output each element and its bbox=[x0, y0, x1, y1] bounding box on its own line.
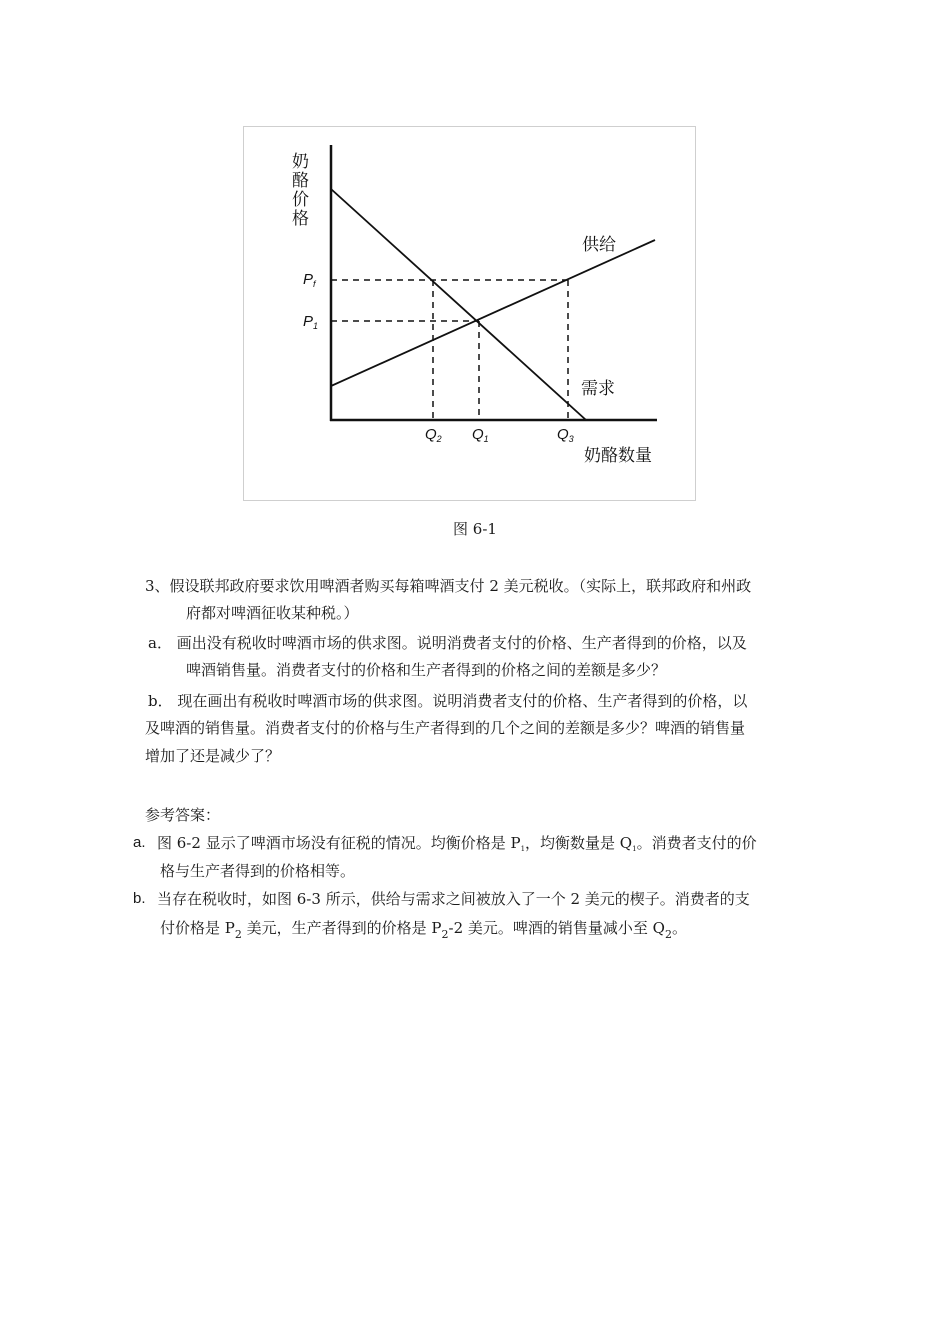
demand-label: 需求 bbox=[581, 379, 615, 399]
x-axis-label: 奶酪数量 bbox=[584, 446, 652, 466]
answer-b-line-2: 付价格是 $P_2$ 美元，生产者得到的价格是 $P_2-2$ 美元。啤酒的销售量减小至 $Q_2$。 bbox=[160, 919, 687, 941]
question-stem-line-1: 3、假设联邦政府要求饮用啤酒者购买每箱啤酒支付 2 美元税收。（实际上，联邦政府和州政 bbox=[145, 577, 752, 595]
supply-label: 供给 bbox=[582, 235, 616, 255]
question-b-line-3: 增加了还是减少了？ bbox=[145, 747, 281, 765]
supply-demand-diagram bbox=[244, 127, 697, 502]
question-b-line-2: 及啤酒的销售量。消费者支付的价格与生产者得到的几个之间的差额是多少？啤酒的销售量 bbox=[145, 719, 746, 737]
demand-curve bbox=[331, 189, 586, 420]
y-axis-label-3: 价 bbox=[292, 190, 309, 210]
answer-b-marker: b. bbox=[133, 890, 146, 907]
answer-a-marker: a. bbox=[133, 834, 146, 851]
q1-label: $Q_1$ bbox=[472, 426, 489, 444]
question-stem-line-2: 府都对啤酒征收某种税。） bbox=[186, 604, 359, 622]
figure-6-1 bbox=[243, 126, 696, 501]
answer-a-line-1: 图 6-2 显示了啤酒市场没有征税的情况。均衡价格是 $P_1$，均衡数量是 $Q_1$。消费者支付的价 bbox=[157, 834, 757, 853]
y-axis-label-4: 格 bbox=[292, 209, 309, 229]
pf-label: $P_f$ bbox=[303, 271, 316, 289]
question-a-line-2: 啤酒销售量。消费者支付的价格和生产者得到的价格之间的差额是多少？ bbox=[186, 661, 667, 679]
y-axis-label-2: 酪 bbox=[292, 171, 309, 191]
question-a-line-1: a． 画出没有税收时啤酒市场的供求图。说明消费者支付的价格、生产者得到的价格，以及 bbox=[148, 634, 747, 652]
figure-caption: 图 6-1 bbox=[453, 520, 497, 538]
supply-curve bbox=[331, 240, 655, 386]
answer-heading: 参考答案： bbox=[145, 806, 221, 824]
q3-label: $Q_3$ bbox=[557, 426, 574, 444]
answer-a-line-2: 格与生产者得到的价格相等。 bbox=[160, 862, 356, 880]
q2-label: $Q_2$ bbox=[425, 426, 442, 444]
question-b-line-1: b． 现在画出有税收时啤酒市场的供求图。说明消费者支付的价格、生产者得到的价格，以 bbox=[148, 692, 748, 710]
answer-b-line-1: 当存在税收时，如图 6-3 所示，供给与需求之间被放入了一个 2 美元的楔子。消费者的支 bbox=[157, 890, 750, 908]
y-axis-label-1: 奶 bbox=[292, 152, 309, 172]
p1-label: $P_1$ bbox=[303, 313, 319, 331]
